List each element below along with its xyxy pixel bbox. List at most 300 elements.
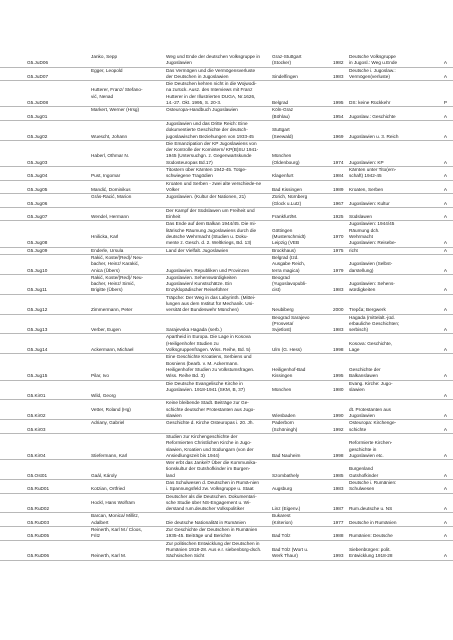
place-cell bbox=[272, 513, 333, 527]
year-cell bbox=[333, 247, 349, 254]
place-cell bbox=[272, 493, 333, 513]
note-line: Lage bbox=[349, 347, 360, 353]
signature: G5.Jug11 bbox=[27, 287, 47, 293]
year-line: 1970 bbox=[333, 234, 344, 240]
note-line: Deutsche i. Jugoslaw.: bbox=[349, 67, 396, 73]
code-cell bbox=[427, 247, 453, 254]
year-line: 1977 bbox=[333, 519, 344, 525]
title-line: schwiegene Tragödien bbox=[166, 173, 213, 179]
media-code: A bbox=[443, 173, 447, 179]
author-cell bbox=[91, 167, 166, 181]
note-line: Deutsche in Rumänien bbox=[349, 519, 397, 525]
place-line: Bad Tölz bbox=[272, 533, 291, 539]
signature: G5.Kir01 bbox=[27, 393, 46, 399]
place-line: Klagenfurt bbox=[272, 173, 294, 179]
year-line: 1993 bbox=[333, 553, 344, 559]
year-line: 1990 bbox=[333, 413, 344, 419]
title-cell bbox=[166, 81, 272, 107]
media-code: A bbox=[443, 159, 447, 165]
place-line bbox=[272, 393, 333, 399]
title-cell bbox=[166, 513, 272, 527]
place-cell bbox=[272, 540, 333, 560]
year-cell bbox=[333, 120, 349, 140]
author-line: Haberl, Othmar N. bbox=[91, 153, 130, 159]
note-line: Jugoslawien: Reisebe- bbox=[349, 240, 397, 246]
place-line: Zürich, Nürnberg bbox=[272, 194, 308, 200]
note-cell bbox=[349, 221, 427, 247]
table-row bbox=[0, 334, 453, 354]
signature-cell bbox=[0, 167, 91, 181]
title-cell bbox=[166, 433, 272, 459]
author-line: Markert, Werner (Hrsg) bbox=[91, 107, 140, 113]
title-cell bbox=[166, 120, 272, 140]
place-cell bbox=[272, 314, 333, 334]
table-row bbox=[0, 460, 453, 480]
author-line: Pust, Ingomar bbox=[91, 173, 121, 179]
place-line: München bbox=[272, 153, 292, 159]
title-line: schichte deutscher Protestanten aus Jugo- bbox=[166, 406, 255, 412]
year-cell bbox=[333, 540, 349, 560]
title-line bbox=[166, 393, 272, 399]
place-line: Belgrad bbox=[272, 100, 289, 106]
author-line bbox=[91, 506, 166, 512]
note-cell bbox=[349, 540, 427, 560]
media-code: A bbox=[443, 60, 447, 66]
title-cell bbox=[166, 314, 272, 334]
place-line: Brockhaus) bbox=[272, 247, 296, 253]
note-line: würdigkeiten bbox=[349, 287, 376, 293]
media-code: A bbox=[443, 267, 447, 273]
year-line: 1967 bbox=[333, 200, 344, 206]
author-line: Anica (Übers) bbox=[91, 267, 120, 273]
signature: G5.RuD03 bbox=[27, 519, 50, 525]
note-line: Reformierte Kirchen- bbox=[349, 440, 393, 446]
note-cell bbox=[349, 527, 427, 541]
author-line bbox=[91, 240, 166, 246]
year-line: 1982 bbox=[333, 60, 344, 66]
signature-cell bbox=[0, 67, 91, 81]
title-line bbox=[166, 114, 272, 120]
author-line: Hockl, Hans Wolfram bbox=[91, 499, 135, 505]
title-line: Jugoslawien. 1918-1941 (SKM, B, 37) bbox=[166, 386, 245, 392]
place-cell bbox=[272, 433, 333, 459]
signature-cell bbox=[0, 54, 91, 67]
title-line: versität der Bundeswehr München) bbox=[166, 307, 239, 313]
title-line bbox=[166, 201, 272, 207]
signature-cell bbox=[0, 480, 91, 494]
title-line: derstand rum.deutscher Volkspolitiker bbox=[166, 506, 245, 512]
title-line: Jugoslawien bbox=[166, 60, 192, 66]
place-cell bbox=[272, 221, 333, 247]
author-line: Gaál, Károly bbox=[91, 472, 117, 478]
note-line: Jugoslawien: 1944/45 bbox=[349, 221, 395, 227]
media-code: A bbox=[443, 506, 447, 512]
signature-cell bbox=[0, 527, 91, 541]
year-cell bbox=[333, 493, 349, 513]
note-cell bbox=[349, 194, 427, 208]
author-line: Vetter, Roland (Hg) bbox=[91, 406, 131, 412]
place-line: (Glock u.Lutz) bbox=[272, 200, 302, 206]
signature-cell bbox=[0, 493, 91, 513]
table-row bbox=[0, 194, 453, 208]
place-line: Köln-Graz bbox=[272, 107, 294, 113]
title-line: der Kontrolle der Komintern/ KP(B)SU 1941- bbox=[166, 147, 259, 153]
signature: G5.Jug05 bbox=[27, 186, 48, 192]
author-cell bbox=[91, 314, 166, 334]
year-cell bbox=[333, 400, 349, 420]
title-line: 1945 (Untersuchgn. z. Gegenwartskunde bbox=[166, 153, 252, 159]
year-cell bbox=[333, 420, 349, 434]
title-line: Weg und Ende der deutschen Volksgruppe in bbox=[166, 54, 260, 59]
author-line: Kotzian, Ortfried bbox=[91, 486, 125, 492]
note-line: Schulwesen bbox=[349, 486, 375, 492]
title-line: mente z. Gesch. d. 2. Weltkriegs, Bd. 13) bbox=[166, 240, 252, 246]
author-line: Reinerth, Karl M. bbox=[91, 553, 127, 559]
note-line: schaft) 1942-45 bbox=[349, 173, 382, 179]
media-code: A bbox=[443, 472, 447, 478]
title-line: Völker bbox=[166, 186, 180, 192]
note-line: Trepča; Bergwerk bbox=[349, 307, 386, 313]
code-cell bbox=[427, 513, 453, 527]
place-cell bbox=[272, 207, 333, 221]
title-line: Einheit bbox=[166, 214, 181, 220]
place-line: Szombathely bbox=[272, 472, 300, 478]
title-line: Deutscher als die Deutschen. Dokumentari- bbox=[166, 493, 257, 499]
title-line: Rumänien 1918-28. Aus e.r. siebenbürg-dsch. bbox=[166, 546, 262, 552]
year-cell bbox=[333, 354, 349, 380]
author-cell bbox=[91, 540, 166, 560]
signature-cell bbox=[0, 247, 91, 254]
author-line: Pilar, Ivo bbox=[91, 373, 109, 379]
year-cell bbox=[333, 380, 349, 400]
signature: G5.Jug04 bbox=[27, 173, 48, 179]
code-cell bbox=[427, 420, 453, 434]
signature-cell bbox=[0, 274, 91, 294]
note-cell bbox=[349, 354, 427, 380]
note-cell bbox=[349, 54, 427, 67]
year-cell bbox=[333, 67, 349, 81]
code-cell bbox=[427, 433, 453, 459]
place-cell bbox=[272, 460, 333, 480]
signature: G5.Kir03 bbox=[27, 426, 46, 432]
year-cell bbox=[333, 54, 349, 67]
author-cell bbox=[91, 254, 166, 274]
place-cell bbox=[272, 354, 333, 380]
place-line: Wiesbaden bbox=[272, 413, 296, 419]
signature: G5.Jug15 bbox=[27, 373, 48, 379]
title-line: slawien bbox=[166, 413, 182, 419]
title-cell bbox=[166, 334, 272, 354]
author-line: Mandić, Dominikus bbox=[91, 186, 131, 192]
author-line: bacher, Heinz/ Simić, bbox=[91, 281, 136, 287]
note-line: richt bbox=[349, 247, 358, 253]
title-cell bbox=[166, 274, 272, 294]
title-cell bbox=[166, 540, 272, 560]
code-cell bbox=[427, 107, 453, 121]
note-line: Jugoslawien: Kultur bbox=[349, 200, 390, 206]
table-row bbox=[0, 221, 453, 247]
year-line: 1998 bbox=[333, 347, 344, 353]
title-line: 1935-45. Beiträge und Berichte bbox=[166, 533, 231, 539]
place-line: Leipzig (VEB bbox=[272, 240, 300, 246]
title-line: na zurück. Ausz. des Interviews mit Franz bbox=[166, 87, 253, 93]
title-line: lungen aus dem Institut für Mechanik. Uni- bbox=[166, 300, 254, 306]
note-cell bbox=[349, 314, 427, 334]
author-line bbox=[91, 74, 166, 80]
title-line: Jugoslawien. (Kultur der Nationen, 21) bbox=[166, 194, 246, 200]
place-line: (Stocker) bbox=[272, 60, 292, 66]
note-line: Südslawen bbox=[349, 214, 372, 220]
table-row bbox=[0, 180, 453, 194]
author-cell bbox=[91, 480, 166, 494]
note-cell bbox=[349, 334, 427, 354]
signature-cell bbox=[0, 314, 91, 334]
note-line: Kärnten unter Tito(ern- bbox=[349, 167, 397, 173]
year-line: 1983 bbox=[333, 73, 344, 79]
place-line: Belgrad (Izd. bbox=[272, 254, 299, 260]
place-line: cist) bbox=[272, 287, 281, 293]
note-cell bbox=[349, 513, 427, 527]
table-row bbox=[0, 67, 453, 81]
author-cell bbox=[91, 67, 166, 81]
table-row bbox=[0, 480, 453, 494]
year-cell bbox=[333, 167, 349, 181]
note-cell bbox=[349, 480, 427, 494]
place-line: Graz-Stuttgart bbox=[272, 54, 302, 59]
place-line: (Prosveta/ bbox=[272, 320, 294, 326]
year-line bbox=[333, 393, 349, 399]
signature-cell bbox=[0, 460, 91, 480]
table-row bbox=[0, 107, 453, 121]
media-code: A bbox=[443, 327, 447, 333]
note-cell bbox=[349, 493, 427, 513]
year-line: 1998 bbox=[333, 452, 344, 458]
place-line: (Schöningh) bbox=[272, 426, 298, 432]
author-cell bbox=[91, 400, 166, 420]
author-line bbox=[91, 201, 166, 207]
signature: G5.Jug12 bbox=[27, 307, 48, 313]
author-line: Rakić, Koste/(Red)/ Neu- bbox=[91, 254, 144, 260]
author-cell bbox=[91, 180, 166, 194]
year-line bbox=[333, 240, 349, 246]
signature-cell bbox=[0, 207, 91, 221]
author-line: Grás-Racić, Marion bbox=[91, 194, 132, 200]
place-cell bbox=[272, 140, 333, 166]
signature-cell bbox=[0, 513, 91, 527]
media-code: A bbox=[443, 133, 447, 139]
author-cell bbox=[91, 460, 166, 480]
note-line: Jugoslaw.: Geschichte bbox=[349, 113, 396, 119]
title-line bbox=[166, 427, 272, 433]
place-line: Stuttgart bbox=[272, 127, 290, 133]
year-cell bbox=[333, 294, 349, 314]
signature: G5.Jug14 bbox=[27, 347, 48, 353]
code-cell bbox=[427, 480, 453, 494]
signature: G5.Kir02 bbox=[27, 413, 46, 419]
title-line: dokumentierte Geschichte der deutsch- bbox=[166, 127, 248, 133]
code-cell bbox=[427, 67, 453, 81]
title-line: Keine bleibende Stadt. Beiträge zur Ge- bbox=[166, 400, 249, 406]
author-cell bbox=[91, 194, 166, 208]
note-cell bbox=[349, 167, 427, 181]
author-cell bbox=[91, 493, 166, 513]
note-line: Rumänien: Deutsche bbox=[349, 533, 393, 539]
year-line: 1984 bbox=[333, 173, 344, 179]
year-cell bbox=[333, 221, 349, 247]
signature: G5.RuD01 bbox=[27, 486, 50, 492]
place-line: München bbox=[272, 386, 292, 392]
author-cell bbox=[91, 207, 166, 221]
title-cell bbox=[166, 460, 272, 480]
note-line: Evang. Kirche: Jugo- bbox=[349, 380, 393, 386]
title-line: Das Schulwesen d. Deutschen in Rumä-nien bbox=[166, 480, 260, 485]
author-line: Rakić, Koste/(Red)/ Neu- bbox=[91, 274, 144, 280]
title-line: Kroaten und Serben - zwei alte verschiede-ne bbox=[166, 180, 262, 186]
author-cell bbox=[91, 120, 166, 140]
code-cell bbox=[427, 221, 453, 247]
place-cell bbox=[272, 334, 333, 354]
note-cell bbox=[349, 433, 427, 459]
year-cell bbox=[333, 140, 349, 166]
note-line: geschichte in bbox=[349, 446, 377, 452]
note-line: Balkanslawen bbox=[349, 373, 378, 379]
title-line: Die deutsche Nationalität in Rumänien bbox=[166, 519, 246, 525]
media-code: P bbox=[443, 100, 447, 106]
author-line bbox=[91, 160, 166, 166]
author-cell bbox=[91, 247, 166, 254]
title-cell bbox=[166, 107, 272, 121]
title-line: Träpche: Der Weg in das Labyrinth. (Mittei- bbox=[166, 294, 256, 300]
signature: G5.Jug07 bbox=[27, 214, 48, 220]
title-line: Wer erbt das Jankel? Über die Kommunika- bbox=[166, 460, 257, 466]
author-cell bbox=[91, 107, 166, 121]
code-cell bbox=[427, 380, 453, 400]
year-cell bbox=[333, 513, 349, 527]
title-cell bbox=[166, 480, 272, 494]
author-cell bbox=[91, 274, 166, 294]
title-cell bbox=[166, 294, 272, 314]
code-cell bbox=[427, 493, 453, 513]
author-line: Wendel, Hermann bbox=[91, 214, 129, 220]
year-cell bbox=[333, 274, 349, 294]
note-line: schichte bbox=[349, 426, 367, 432]
title-line: Geschichte d. Kirche Osteuropas i. 20. Jh. bbox=[166, 420, 254, 426]
place-cell bbox=[272, 254, 333, 274]
code-cell bbox=[427, 314, 453, 334]
note-line: Jugoslawien (Selbst- bbox=[349, 261, 393, 267]
title-line: Zur politischen Entwicklung der Deutschen in bbox=[166, 540, 260, 546]
place-line: (Kriterion) bbox=[272, 519, 293, 525]
media-code: A bbox=[443, 486, 447, 492]
code-cell bbox=[427, 527, 453, 541]
media-code: A bbox=[443, 533, 447, 539]
year-line: 1992 bbox=[333, 426, 344, 432]
table-row bbox=[0, 54, 453, 67]
note-line: Geschichte der bbox=[349, 366, 381, 372]
note-line: Jugoslawien etc. bbox=[349, 452, 384, 458]
title-cell bbox=[166, 221, 272, 247]
title-cell bbox=[166, 140, 272, 166]
place-cell bbox=[272, 107, 333, 121]
author-line: Wild, Georg bbox=[91, 393, 116, 399]
title-cell bbox=[166, 354, 272, 380]
place-line: Bad Tölz (Wort u. bbox=[272, 546, 309, 552]
year-line: 1980 bbox=[333, 386, 344, 392]
table-row bbox=[0, 433, 453, 459]
year-line: 1995 bbox=[333, 373, 344, 379]
signature: G5.RuD02 bbox=[27, 506, 50, 512]
place-cell bbox=[272, 247, 333, 254]
code-cell bbox=[427, 354, 453, 380]
year-cell bbox=[333, 314, 349, 334]
place-cell bbox=[272, 294, 333, 314]
author-cell bbox=[91, 81, 166, 107]
title-line: Titostern über Kärnten 1942-45. Totge- bbox=[166, 167, 247, 173]
author-line bbox=[91, 427, 166, 433]
title-line: Wiss. Reihe Bd. 3) bbox=[166, 373, 205, 379]
place-line: Bad Kissingen bbox=[272, 186, 302, 192]
title-line: Jugoslawien. Republiken und Provinzen bbox=[166, 267, 250, 273]
title-line: Das Ende auf dem Balkan 1944/45. Die mi- bbox=[166, 221, 257, 227]
code-cell bbox=[427, 180, 453, 194]
author-line: Hnilicka, Karl bbox=[91, 234, 119, 240]
title-cell bbox=[166, 380, 272, 400]
title-line: Der Kampf der Südslawen um Freiheit und bbox=[166, 207, 255, 213]
media-code: A bbox=[443, 426, 447, 432]
title-cell bbox=[166, 207, 272, 221]
note-line: Kroaten, Serben bbox=[349, 186, 384, 192]
author-line: vić, Nenad bbox=[91, 93, 114, 99]
note-cell bbox=[349, 180, 427, 194]
title-line: Jugoslawien/ Kunstschätze. Ein bbox=[166, 281, 232, 287]
author-line: Hutterer, Franz/ Stefano- bbox=[91, 87, 143, 93]
author-line: Verber, Eugen bbox=[91, 327, 121, 333]
place-line: Ausgabe Reich, bbox=[272, 261, 306, 267]
signature-cell bbox=[0, 380, 91, 400]
year-line: 1925 bbox=[333, 214, 344, 220]
table-row bbox=[0, 527, 453, 541]
author-cell bbox=[91, 54, 166, 67]
signature: G5.Jug10 bbox=[27, 267, 48, 273]
note-line bbox=[349, 393, 427, 399]
table-row bbox=[0, 380, 453, 400]
media-code: A bbox=[443, 347, 447, 353]
place-cell bbox=[272, 480, 333, 494]
signature-cell bbox=[0, 180, 91, 194]
signature-cell bbox=[0, 254, 91, 274]
place-line: (Musterschmidt) bbox=[272, 234, 306, 240]
place-cell bbox=[272, 380, 333, 400]
note-cell bbox=[349, 81, 427, 107]
author-line: Egger, Leopold bbox=[91, 67, 123, 73]
author-cell bbox=[91, 527, 166, 541]
title-line: Volksgruppenfragen. Wiss. Reihe, Bd. 5) bbox=[166, 347, 251, 353]
note-line: DS: keine Rückkehr bbox=[349, 100, 391, 106]
table-row bbox=[0, 207, 453, 221]
note-line: Räumung dch. bbox=[349, 227, 380, 233]
author-line: Adalbert bbox=[91, 519, 109, 525]
table-row bbox=[0, 294, 453, 314]
note-cell bbox=[349, 140, 427, 166]
signature-cell bbox=[0, 400, 91, 420]
author-line: Stiefermann, Karl bbox=[91, 452, 128, 458]
title-line: Hutterer in der Illustrierten DUGA, Nr.1626, bbox=[166, 93, 256, 99]
year-cell bbox=[333, 480, 349, 494]
author-line: Ackermann, Michael bbox=[91, 347, 134, 353]
place-line: Paderborn bbox=[272, 420, 294, 426]
year-line: 1979 bbox=[333, 267, 344, 273]
year-line: 1969 bbox=[333, 133, 344, 139]
